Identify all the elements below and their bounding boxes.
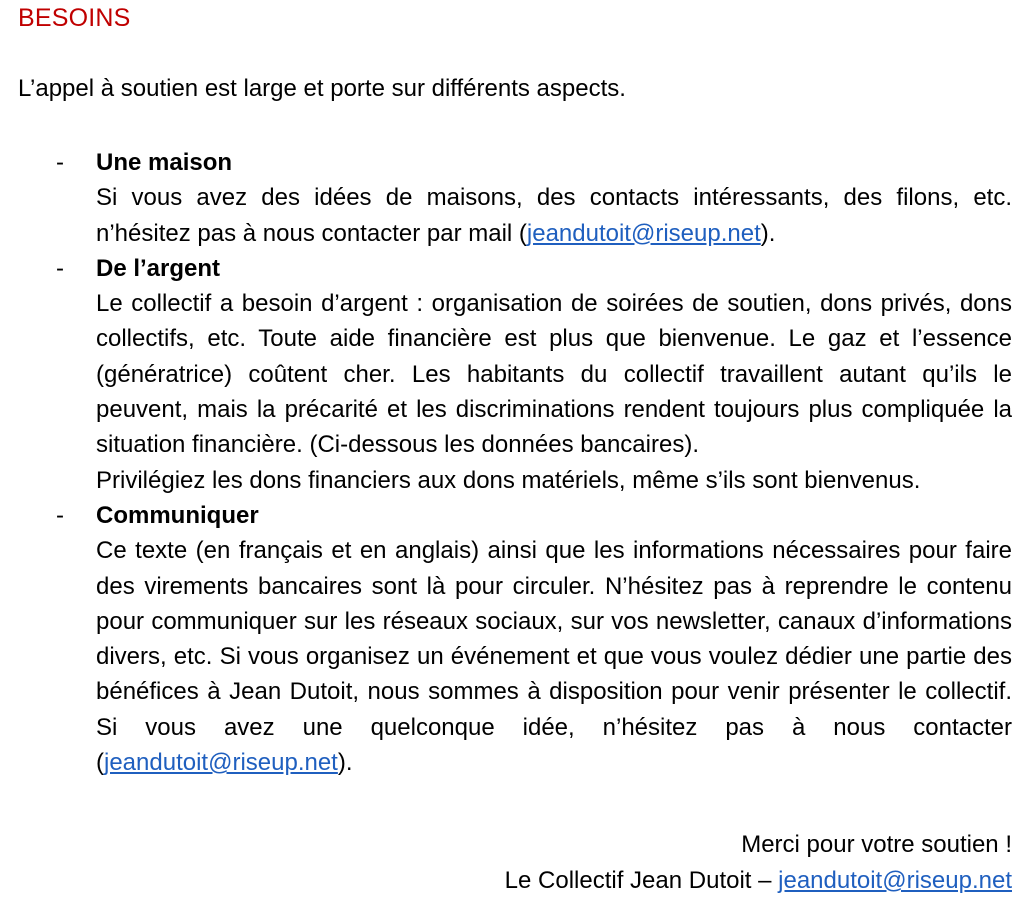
list-item-money (0, 251, 1024, 498)
email-link[interactable]: jeandutoit@riseup.net (104, 749, 338, 777)
thanks-line: Merci pour votre soutien ! (741, 831, 1012, 858)
bullet-dash: - (56, 254, 64, 282)
needs-list (0, 145, 1024, 780)
closing-block (505, 827, 1012, 899)
signature-text: Le Collectif Jean Dutoit – (504, 867, 772, 894)
item-title: Une maison (96, 149, 233, 176)
item-body: Le collectif a besoin d’argent : organisation de soirées de soutien, dons privés, dons collectifs, etc. Toute aide financière est plus que bienvenue. Le gaz et l’essence (génératrice) coûtent cher. Les habitants du collectif travaillent autant qu’ils le peuvent, mais la précarité et les discriminations rendent toujours plus compliquée la situation financière. (Ci-dessous les données bancaires). (96, 290, 1012, 459)
signature-line (505, 863, 1012, 899)
bullet-dash: - (56, 501, 64, 529)
intro-paragraph: L’appel à soutien est large et porte sur différents aspects. (18, 75, 626, 102)
item-body-extra: Privilégiez les dons financiers aux dons matériels, même s’ils sont bienvenus. (96, 466, 921, 494)
item-text-end: ). (760, 219, 776, 247)
item-title: Communiquer (96, 501, 259, 529)
list-item-communicate (0, 498, 1024, 780)
item-title: De l’argent (96, 254, 221, 282)
section-heading: BESOINS (18, 4, 131, 32)
email-link[interactable]: jeandutoit@riseup.net (778, 867, 1012, 894)
item-text-end: ). (337, 749, 353, 777)
item-text: Si vous avez des idées de maisons, des contacts intéressants, des filons, etc. n’hésitez pas à nous contacter par mail ( (96, 184, 1012, 247)
email-link[interactable]: jeandutoit@riseup.net (526, 219, 761, 247)
list-item-house (0, 145, 1024, 251)
item-text: Ce texte (en français et en anglais) ainsi que les informations nécessaires pour faire des virements bancaires sont là pour circuler. N’hésitez pas à reprendre le contenu pour communiquer sur les réseaux sociaux, sur vos newsletter, canaux d’informations divers, etc. Si vous organisez un événement et que vous voulez dédier une partie des bénéfices à Jean Dutoit, nous sommes à disposition pour venir présenter le collectif. Si vous avez une quelconque idée, n’hésitez pas à nous contacter ( (96, 537, 1012, 777)
item-body (96, 180, 1012, 251)
item-body (96, 533, 1012, 780)
bullet-dash: - (56, 149, 64, 176)
